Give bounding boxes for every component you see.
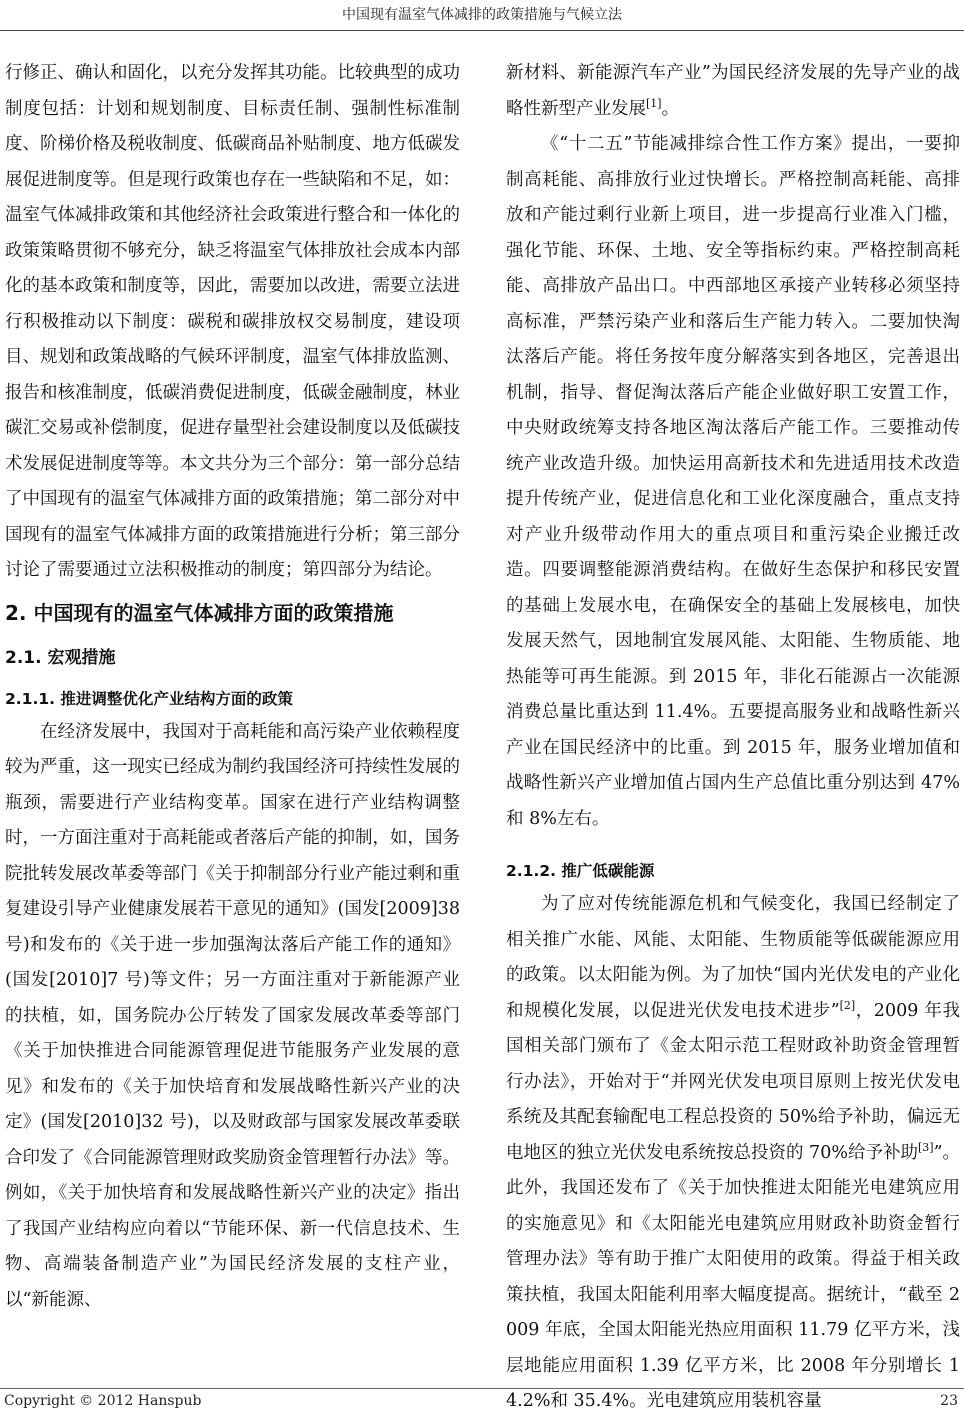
- five-year-plan-paragraph: 《“十二五”节能减排综合性工作方案》提出，一要抑制高耗能、高排放行业过快增长。严格控制高耗能、高排放和产能过剩行业新上项目，进一步提高行业准入门槛，强化节能、环保、土地、安全等指标约束。严格控制高耗能、高排放产品出口。中西部地区承接产业转移必须坚持高标准，严禁污染产业和落后生产能力转入。二要加快淘汰落后产能。将任务按年度分解落实到各地区，完善退出机制，指导、督促淘汰落后产能企业做好职工安置工作，中央财政统筹支持各地区淘汰落后产能工作。三要推动传统产业改造升级。加快运用高新技术和先进适用技术改造提升传统产业，促进信息化和工业化深度融合，重点支持对产业升级带动作用大的重点项目和重污染企业搬迁改造。四要调整能源消费结构。在做好生态保护和移民安置的基础上发展水电，在确保安全的基础上发展核电，加快发展天然气，因地制宜发展风能、太阳能、生物质能、地热能等可再生能源。到 2015 年，非化石能源占一次能源消费总量比重达到 11.4%。五要提高服务业和战略性新兴产业在国民经济中的比重。到 2015 年，服务业增加值和战略性新兴产业增加值占国内生产总值比重分别达到 47%和 8%左右。: [506, 134, 960, 829]
- running-title: 中国现有温室气体减排的政策措施与气候立法: [342, 7, 622, 23]
- section-heading-2: 2. 中国现有的温室气体减排方面的政策措施: [5, 600, 394, 625]
- subsection-heading-2-1: 2.1. 宏观措施: [5, 647, 116, 668]
- header-rule: [0, 30, 964, 31]
- right-column: [506, 56, 960, 1420]
- subsubsection-heading-2-1-2: 2.1.2. 推广低碳能源: [506, 862, 655, 880]
- copyright-notice: Copyright © 2012 Hanspub: [4, 1393, 202, 1409]
- continued-paragraph: [506, 56, 960, 127]
- citation-ref-2: [2]: [839, 998, 856, 1012]
- citation-ref-1: [1]: [646, 96, 662, 110]
- solar-text-2: ，2009 年我国相关部门颁布了《金太阳示范工程财政补助资金管理暂行办法》，开始对于“并网光伏发电项目原则上按光伏发电系统及其配套输配电工程总投资的 50%给予补助，偏远无电地区的独立光伏发电系统按总投资的 70%给予补助: [506, 1000, 960, 1163]
- continued-text: 新材料、新能源汽车产业”为国民经济发展的先导产业的战略性新型产业发展: [506, 63, 960, 119]
- industry-structure-paragraph: 在经济发展中，我国对于高耗能和高污染产业依赖程度较为严重，这一现实已经成为制约我国经济可持续性发展的瓶颈，需要进行产业结构变革。国家在进行产业结构调整时，一方面注重对于高耗能或者落后产能的抑制，如，国务院批转发展改革委等部门《关于抑制部分行业产能过剩和重复建设引导产业健康发展若干意见的通知》(国发[2009]38 号)和发布的《关于进一步加强淘汰落后产能工作的通知》(国发[2010]7 号)等文件；另一方面注重对于新能源产业的扶植，如，国务院办公厅转发了国家发展改革委等部门《关于加快推进合同能源管理促进节能服务产业发展的意见》和发布的《关于加快培育和发展战略性新兴产业的决定》(国发[2010]32 号)，以及财政部与国家发展改革委联合印发了《合同能源管理财政奖励资金管理暂行办法》等。例如，《关于加快培育和发展战略性新兴产业的决定》指出了我国产业结构应向着以“节能环保、新一代信息技术、生物、高端装备制造产业”为国民经济发展的支柱产业，以“新能源、: [5, 721, 460, 1310]
- solar-policy-paragraph: [506, 887, 960, 1420]
- citation-ref-3: [3]: [917, 1140, 934, 1154]
- solar-text-1: 为了应对传统能源危机和气候变化，我国已经制定了相关推广水能、风能、太阳能、生物质能等低碳能源应用的政策。以太阳能为例。为了加快“国内光伏发电的产业化和规模化发展，以促进光伏发电技术进步”: [506, 894, 960, 1021]
- footer-rule: [0, 1388, 964, 1389]
- page-number: 23: [940, 1393, 958, 1409]
- subsubsection-heading-2-1-1: 2.1.1. 推进调整优化产业结构方面的政策: [5, 689, 293, 708]
- left-column: [5, 56, 460, 1318]
- solar-text-3: ”。此外，我国还发布了《关于加快推进太阳能光电建筑应用的实施意见》和《太阳能光电建筑应用财政补助资金暂行管理办法》等有助于推广太阳使用的政策。得益于相关政策扶植，我国太阳能利用率大幅度提高。据统计，“截至 2009 年底，全国太阳能光热应用面积 11.79 亿平方米，浅层地能应用面积 1.39 亿平方米，比 2008 年分别增长 14.2%和 35.4%。光电建筑应用装机容量: [506, 1142, 961, 1411]
- continued-end: 。: [661, 98, 680, 119]
- intro-paragraph: 行修正、确认和固化，以充分发挥其功能。比较典型的成功制度包括：计划和规划制度、目标责任制、强制性标准制度、阶梯价格及税收制度、低碳商品补贴制度、地方低碳发展促进制度等。但是现行政策也存在一些缺陷和不足，如：温室气体减排政策和其他经济社会政策进行整合和一体化的政策策略贯彻不够充分，缺乏将温室气体排放社会成本内部化的基本政策和制度等，因此，需要加以改进，需要立法进行积极推动以下制度：碳税和碳排放权交易制度，建设项目、规划和政策战略的气候环评制度，温室气体排放监测、报告和核准制度，低碳消费促进制度，低碳金融制度，林业碳汇交易或补偿制度，促进存量型社会建设制度以及低碳技术发展促进制度等等。本文共分为三个部分：第一部分总结了中国现有的温室气体减排方面的政策措施；第二部分对中国现有的温室气体减排方面的政策措施进行分析；第三部分讨论了需要通过立法积极推动的制度；第四部分为结论。: [5, 63, 460, 580]
